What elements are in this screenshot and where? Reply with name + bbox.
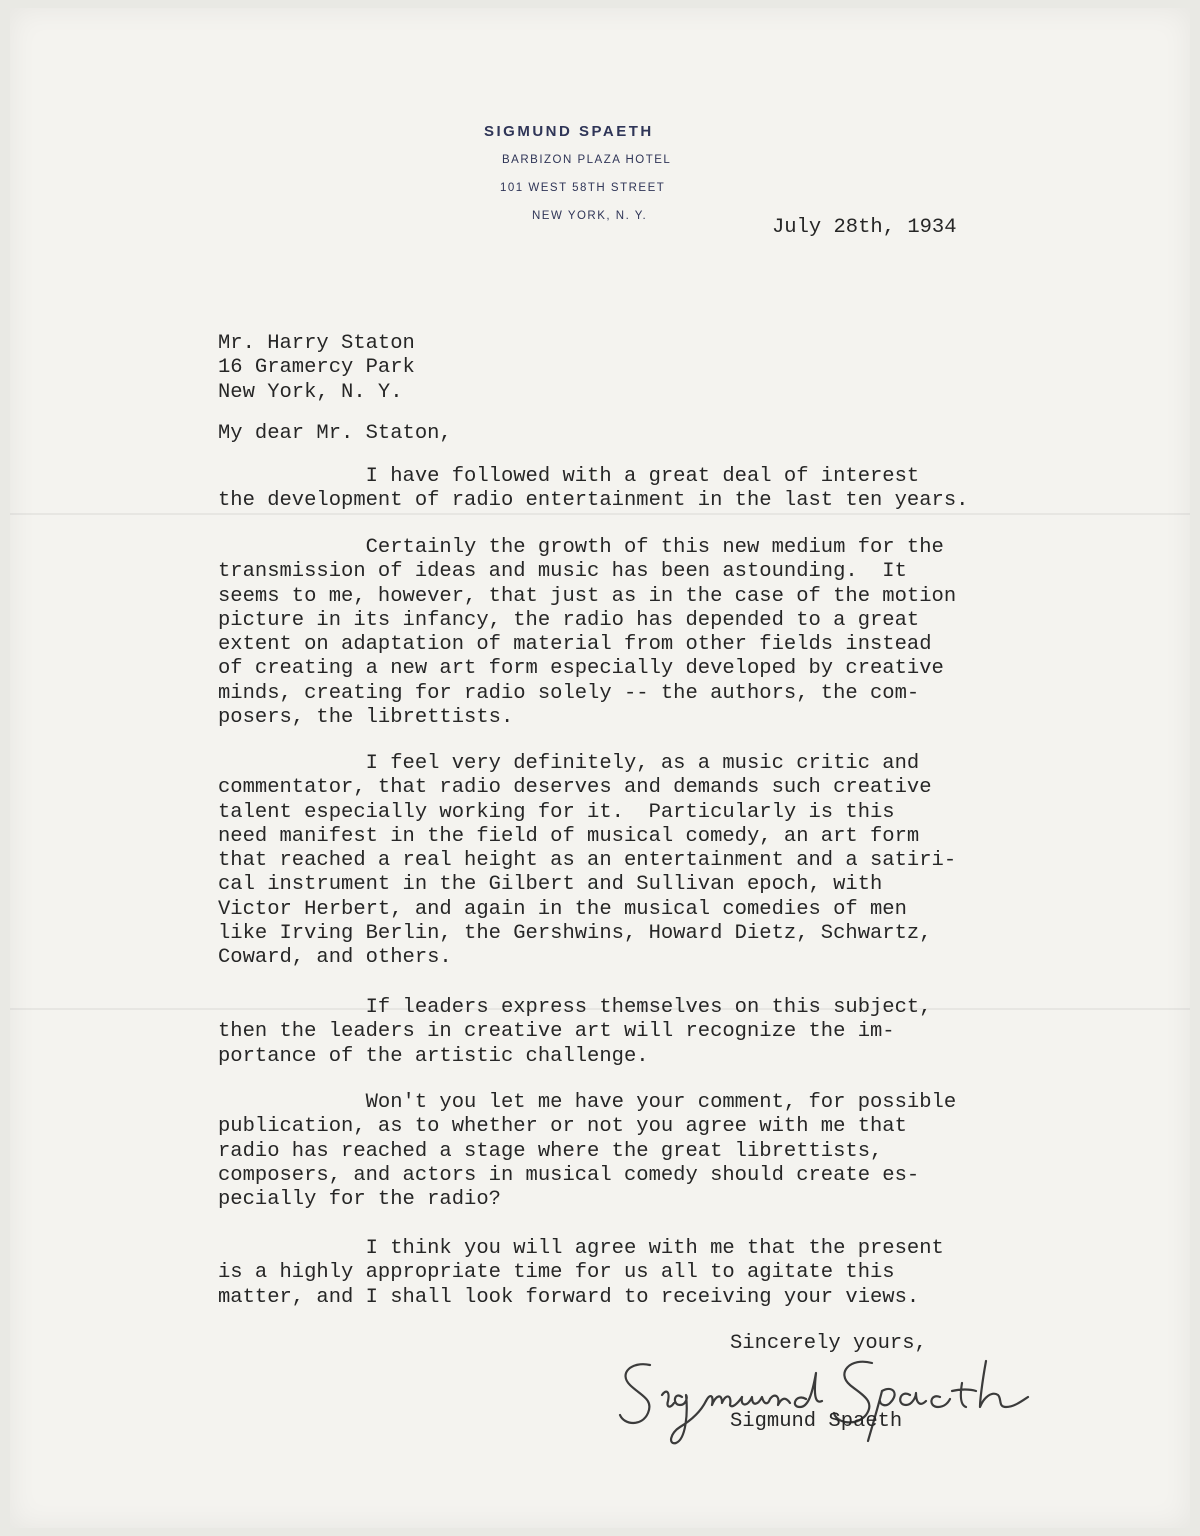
body-paragraph: If leaders express themselves on this subject, then the leaders in creative art will recognize the im- portance of the artistic challenge.: [218, 996, 932, 1068]
typed-signature-name: Sigmund Spaeth: [730, 1410, 903, 1433]
body-paragraph: I think you will agree with me that the present is a highly appropriate time for us all to agitate this matter, and I shall look forward to receiving your views.: [218, 1237, 944, 1309]
handwritten-signature: [610, 1343, 1050, 1453]
body-paragraph: Won't you let me have your comment, for possible publication, as to whether or not you agree with me that radio has reached a stage where the great librettists, composers, and actors in musical comedy should create es- pecially for the radio?: [218, 1091, 957, 1212]
letterhead-street: 101 WEST 58TH STREET: [500, 182, 666, 194]
recipient-name: Mr. Harry Staton: [218, 332, 415, 355]
body-paragraph: I have followed with a great deal of interest the development of radio entertainment in the last ten years.: [218, 465, 969, 513]
letter-page: [10, 8, 1190, 1528]
recipient-address: [218, 332, 415, 405]
letterhead-name: SIGMUND SPAETH: [484, 123, 654, 140]
closing: Sincerely yours,: [730, 1332, 927, 1355]
letterhead-city: NEW YORK, N. Y.: [532, 210, 648, 222]
recipient-city: New York, N. Y.: [218, 380, 403, 404]
letter-date: July 28th, 1934: [772, 216, 957, 239]
body-paragraph: I feel very definitely, as a music critic and commentator, that radio deserves and demands such creative talent especially working for it. Particularly is this need manifest in the field of musical comedy, an art form that reached a real height as an entertainment and a satiri- cal instrument in the Gilbert and Sullivan epoch, with Victor Herbert, and again in the musical comedies of men like Irving Berlin, the Gershwins, Howard Dietz, Schwartz, Coward, and others.: [218, 752, 957, 970]
letterhead-hotel: BARBIZON PLAZA HOTEL: [502, 154, 672, 166]
body-paragraph: Certainly the growth of this new medium for the transmission of ideas and music has been astounding. It seems to me, however, that just as in the case of the motion picture in its infancy, the radio has depended to a great extent on adaptation of material from other fields instead of creating a new art form especially developed by creative minds, creating for radio solely -- the authors, the com- posers, the librettists.: [218, 536, 957, 730]
recipient-street: 16 Gramercy Park: [218, 356, 415, 380]
salutation: My dear Mr. Staton,: [218, 422, 452, 445]
